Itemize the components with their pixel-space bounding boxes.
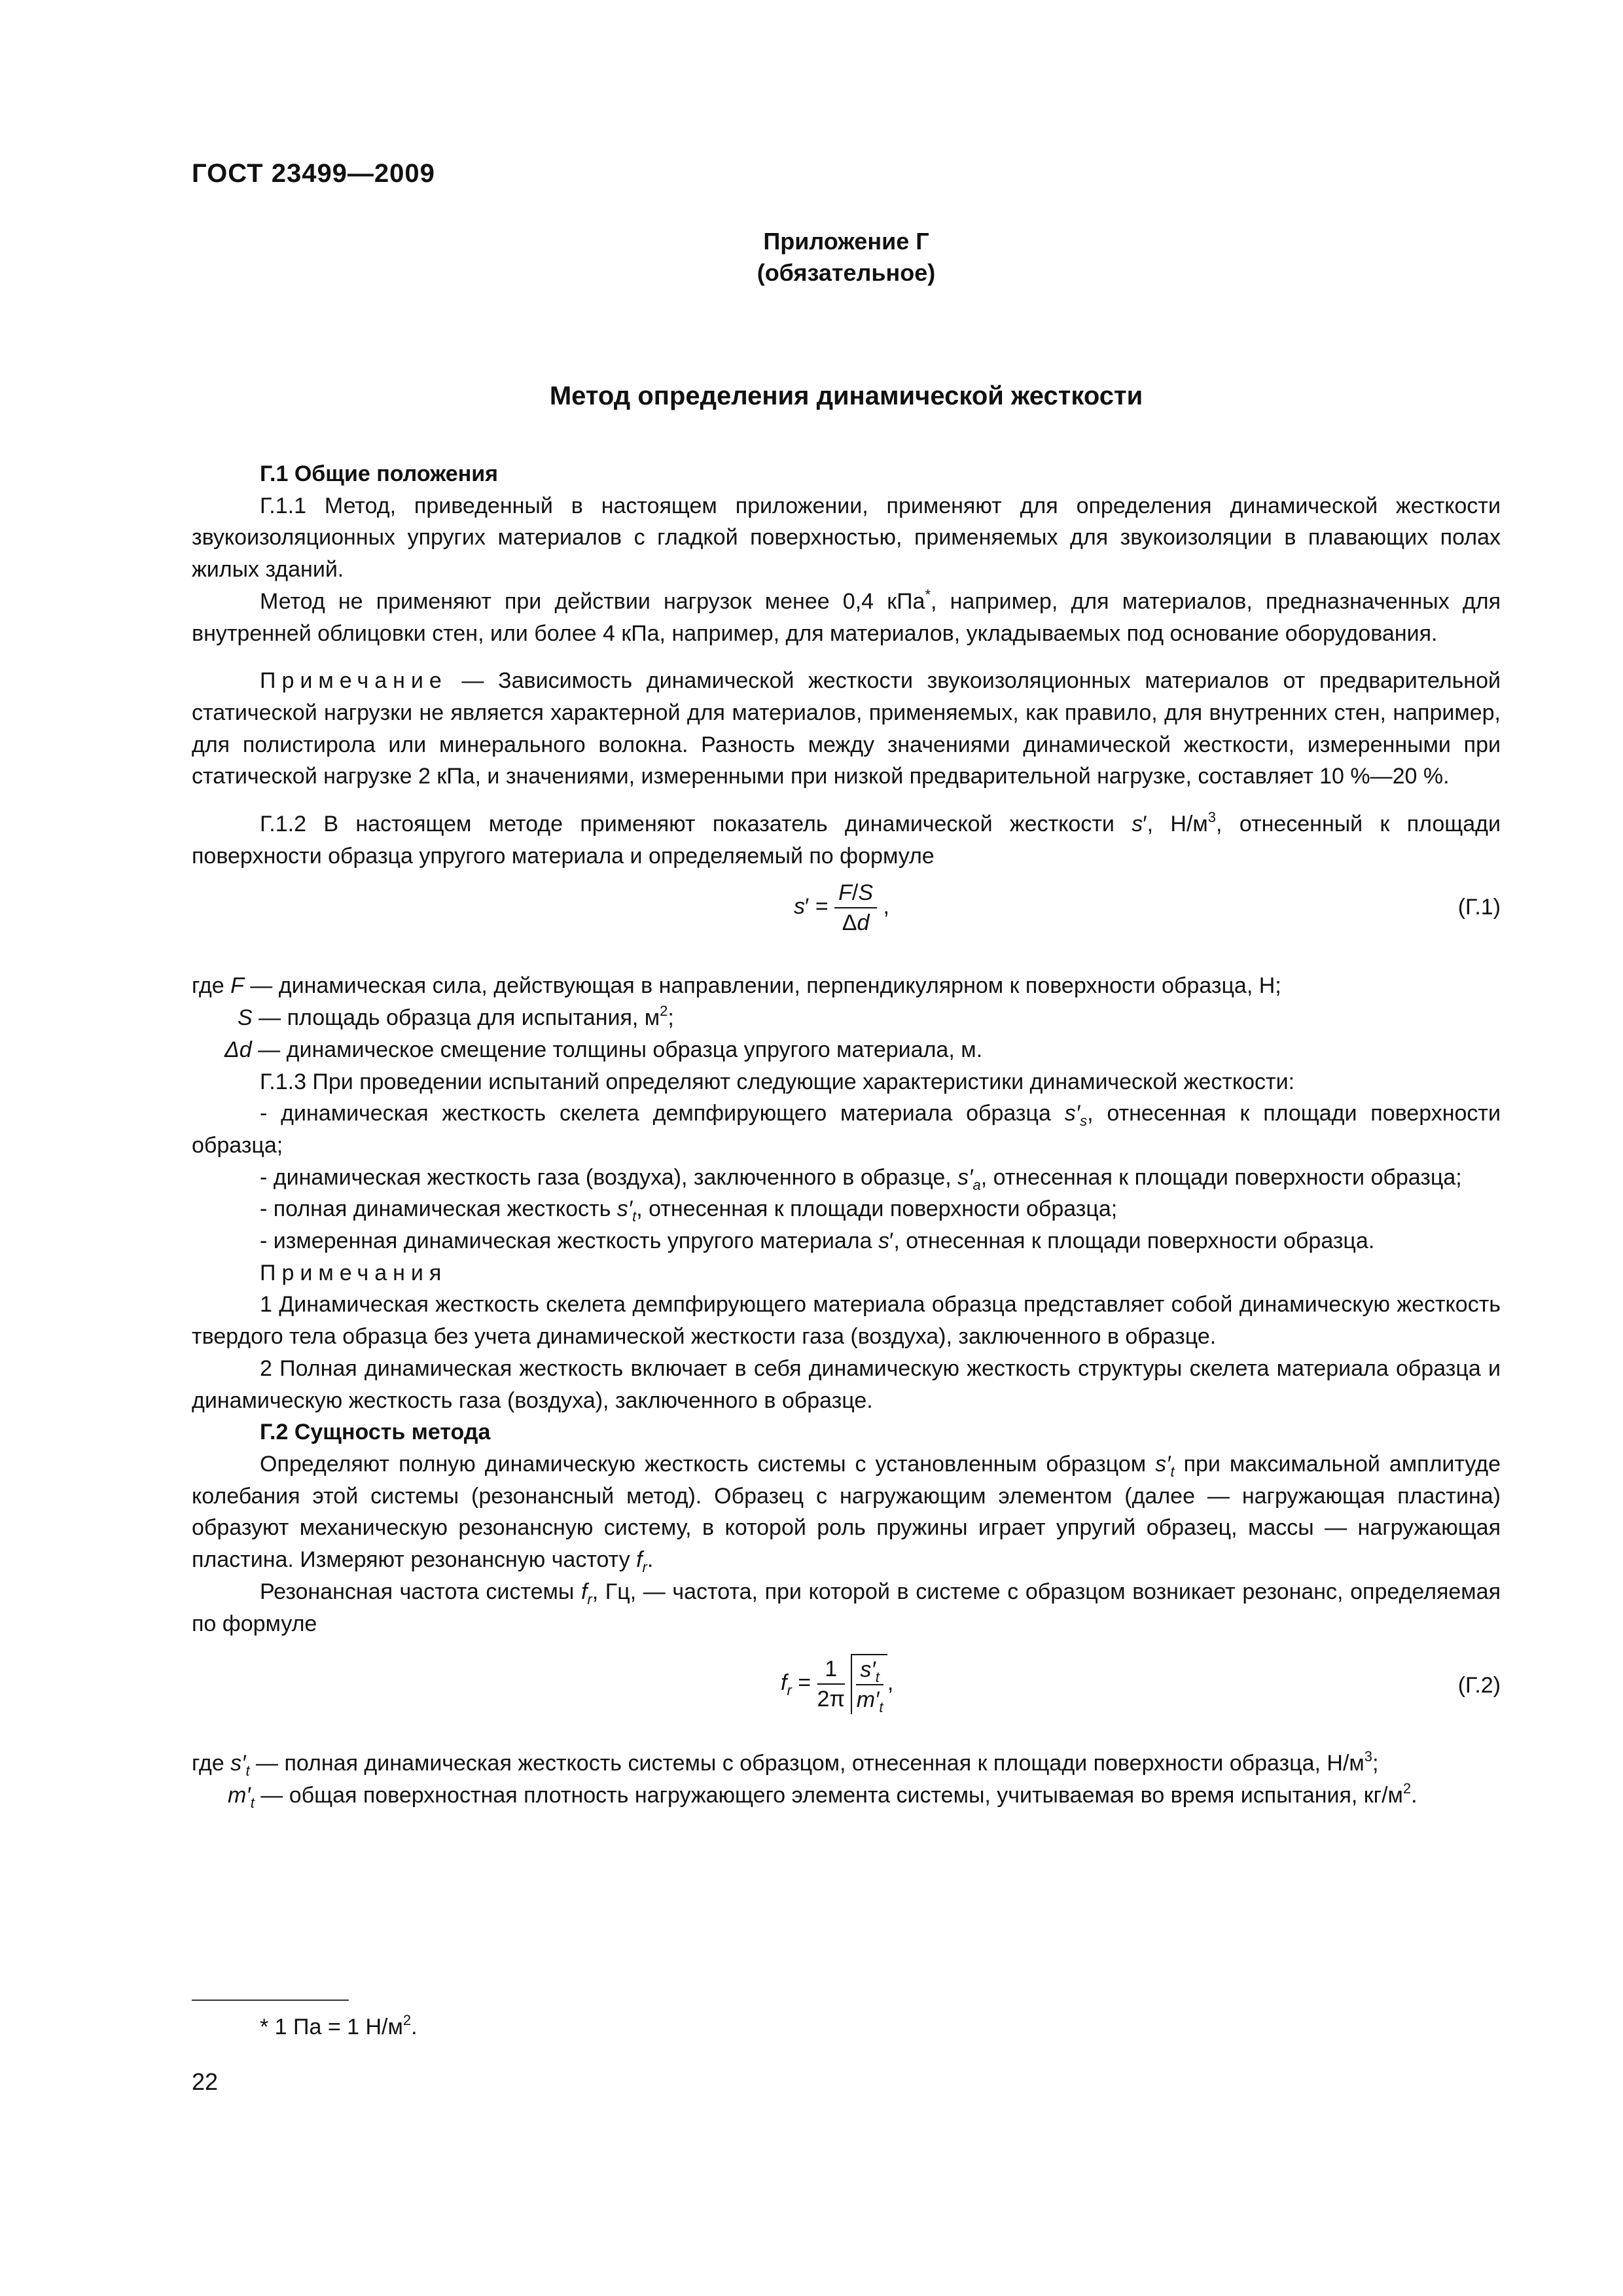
document-title: Метод определения динамической жесткости [549,382,1143,410]
formula-g2 [192,1640,1501,1748]
appendix-heading [192,226,1501,289]
document-body [192,458,1501,1812]
paragraph-g2-2: Резонансная частота системы $f_r$, Гц, — частота, при которой в системе с образцом возникает резонанс, определяемая по формуле [192,1579,1501,1636]
formula-g1-expression: s′ = $\frac{F/S}{\Delta d}$ , [794,878,889,937]
footnote-divider [192,2000,349,2001]
paragraph-g1-2: Г.1.2 В настоящем методе применяют показатель динамической жесткости s′, $Н/м^3$, отнесенный к площади поверхности образца упругого материала и определяемый по формуле [192,809,1501,869]
note-2: 2 Полная динамическая жесткость включает в себя динамическую жесткость структуры скелета материала образца и динамическую жесткость газа (воздуха), заключенного в образце. [192,1355,1501,1413]
note-1: 1 Динамическая жесткость скелета демпфирующего материала образца представляет собой динамическую жесткость твердого тела образца без учета динамической жесткости газа (воздуха), заключенного в образце. [192,1292,1501,1350]
formula-g1 [192,872,1501,970]
appendix-title: Приложение Г [763,228,929,255]
list-item: - динамическая жесткость газа (воздуха), заключенного в образце, $s'_a$, отнесенная к площади поверхности образца; [260,1164,1462,1193]
paragraph-g1-3: Г.1.3 При проведении испытаний определяют следующие характеристики динамической жесткости: [260,1069,1295,1094]
formula-g2-number: (Г.2) [1457,1673,1501,1698]
list-item: - полная динамическая жесткость $s'_t$, отнесенная к площади поверхности образца; [260,1196,1118,1225]
where-m-t: $m'_t$ — общая поверхностная плотность нагружающего элемента системы, учитываемая во время испытания, $кг/м^2$. [228,1780,1418,1811]
paragraph-load-limits: Метод не применяют при действии нагрузок менее 0,4 кПа*, например, для материалов, предназначенных для внутренней облицовки стен, или более 4 кПа, например, для материалов, укладываемых под основание оборудования. [192,586,1501,646]
where-delta-d: Δd — динамическое смещение толщины образца упругого материала, м. [224,1037,983,1062]
where-s: S — площадь образца для испытания, $м^2$; [238,1003,674,1031]
where-s-t: где $s'_t$ — полная динамическая жесткость системы с образцом, отнесенная к площади поверхности образца, $Н/м^3$; [192,1748,1379,1780]
note-paragraph: Примечание — Зависимость динамической жесткости звукоизоляционных материалов от предварительной статической нагрузки не является характерной для материалов, применяемых, как правило, для внутренних стен, например, для полистирола или минерального волокна. Разность между значениями динамической жесткости, измеренными при статической нагрузке 2 кПа, и значениями, измеренными при низкой предварительной нагрузке, составляет 10 %—20 %. [192,668,1501,789]
section-heading-g2: Г.2 Сущность метода [260,1420,491,1445]
appendix-status: (обязательное) [757,259,936,286]
section-heading-g1: Г.1 Общие положения [260,461,498,486]
page-number: 22 [192,2068,219,2095]
standard-number: ГОСТ 23499—2009 [192,159,435,188]
formula-g2-expression: $f_r$ = $\frac{1}{2\pi}$ $\frac{s'_t}{m'_t}$ , [781,1654,893,1714]
paragraph-g1-1: Г.1.1 Метод, приведенный в настоящем приложении, применяют для определения динамической жесткости звукоизоляционных упругих материалов с гладкой поверхностью, применяемых для звукоизоляции в плавающих полах жилых зданий. [192,493,1501,583]
where-f: где F — динамическая сила, действующая в направлении, перпендикулярном к поверхности образца, Н; [192,973,1281,999]
formula-g1-number: (Г.1) [1457,895,1501,920]
notes-label: Примечания [260,1260,448,1285]
list-item: - динамическая жесткость скелета демпфирующего материала образца $s'_s$, отнесенная к площади поверхности образца; [192,1101,1501,1158]
footnote: * 1 Па = 1 $Н/м^2$. [260,2012,418,2039]
paragraph-g2-1: Определяют полную динамическую жесткость системы с установленным образцом $s'_t$ при максимальной амплитуде колебания этой системы (резонансный метод). Образец с нагружающим элементом (далее — нагружающая пластина) образуют механическую резонансную систему, в которой роль пружины играет упругий образец, массы — нагружающая пластина. Измеряют резонансную частоту $f_r$. [192,1451,1501,1576]
list-item: - измеренная динамическая жесткость упругого материала s′, отнесенная к площади поверхности образца. [260,1229,1375,1254]
